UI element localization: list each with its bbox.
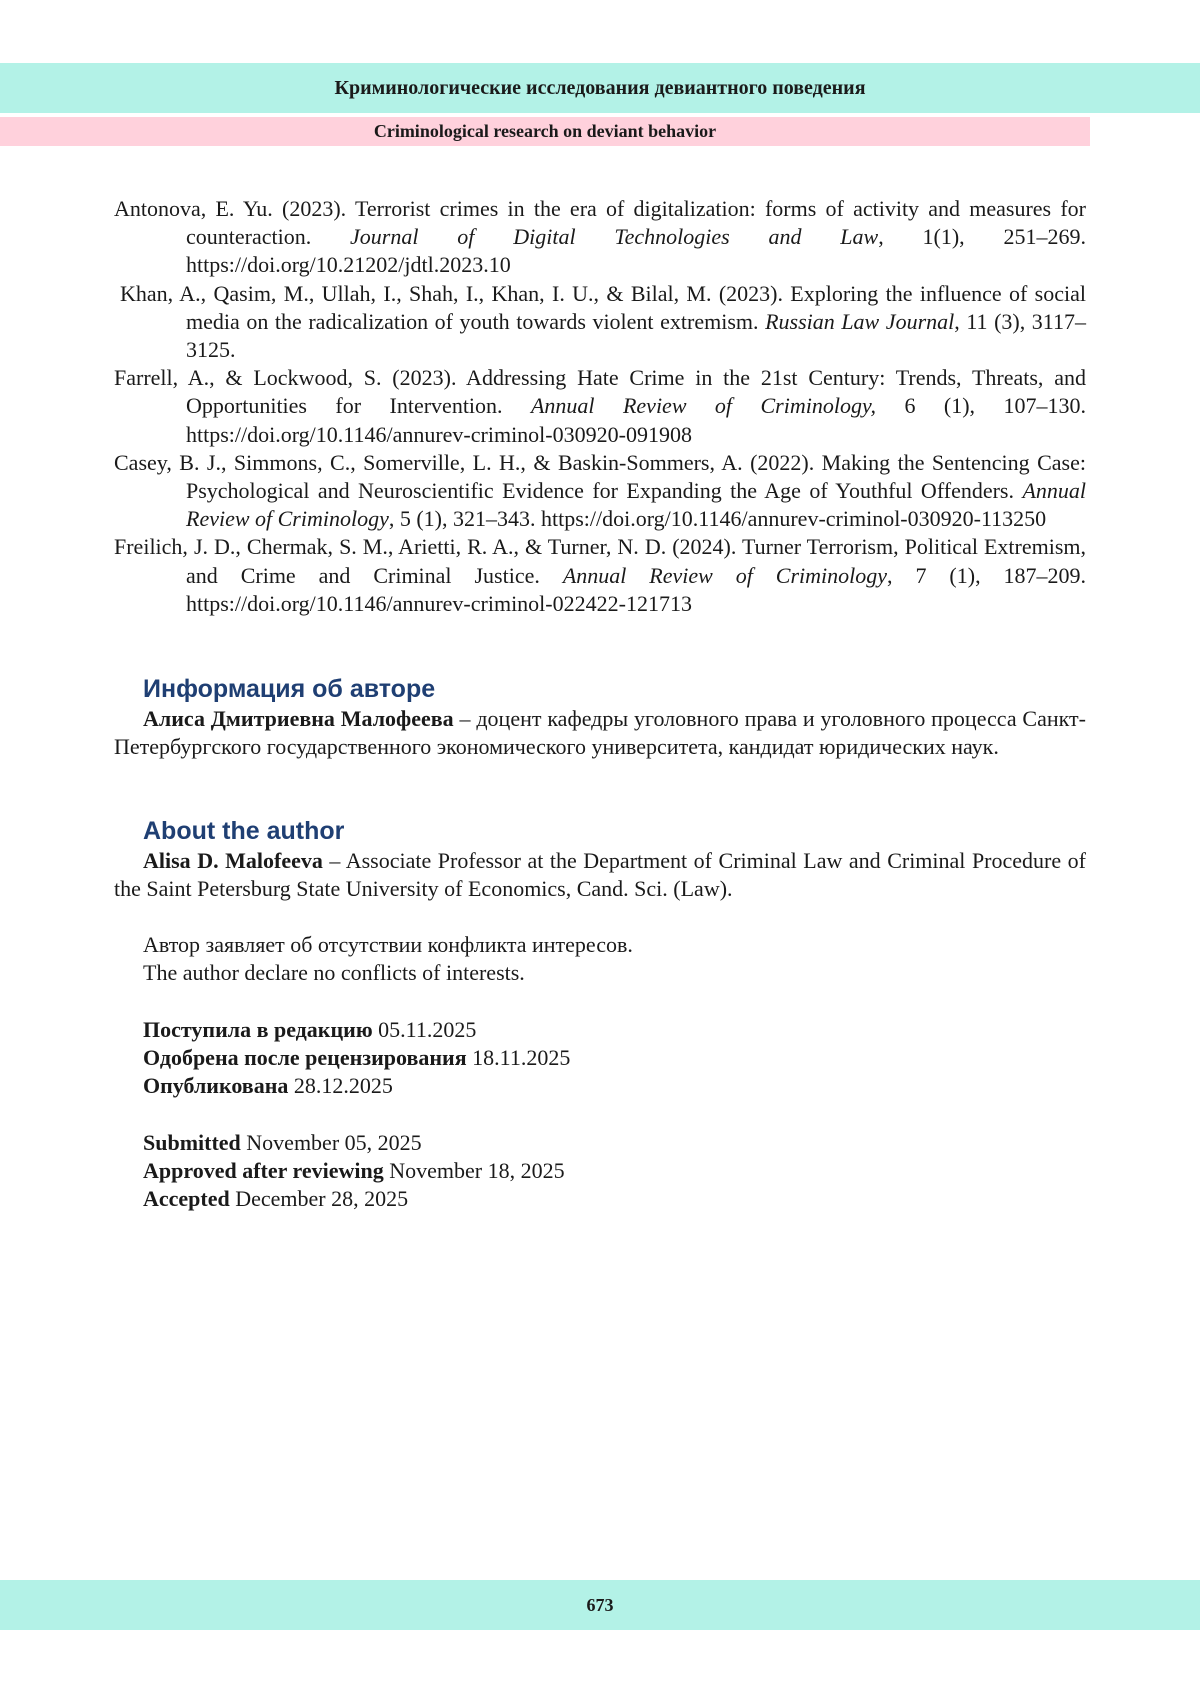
journal-header-ru (0, 63, 1200, 113)
page-number: 673 (586, 1594, 614, 1615)
date-label: Одобрена после рецензирования (143, 1045, 467, 1071)
reference-item (114, 364, 1086, 449)
date-row (143, 1157, 565, 1185)
date-label: Accepted (143, 1186, 230, 1212)
reference-source: Annual Review of Criminology, (530, 393, 876, 419)
author-info-ru (114, 705, 1086, 761)
date-row (143, 1044, 570, 1072)
reference-details: 6 (1), 107–130. https://doi.org/10.1146/annurev-criminol-030920-091908 (186, 393, 1086, 447)
date-value: November 05, 2025 (240, 1130, 422, 1155)
reference-source: Annual Review of Criminology (562, 562, 888, 588)
date-value: 28.12.2025 (288, 1073, 393, 1099)
reference-text: Freilich, J. D., Chermak, S. M., Arietti, R. A., & Turner, N. D. (2024). Turner Terrorism, Political Extremism, and Crime and Criminal Justice. (114, 534, 1086, 588)
author-name-en: Alisa D. Malofeeva (143, 848, 323, 873)
reference-item (114, 195, 1086, 280)
date-row (143, 1072, 570, 1100)
author-info-heading-en: About the author (143, 817, 345, 845)
reference-text: Farrell, A., & Lockwood, S. (2023). Addressing Hate Crime in the 21st Century: Trends, Threats, and Opportunities for Intervention. (114, 365, 1086, 419)
conflict-en: The author declare no conflicts of interests. (143, 960, 525, 986)
reference-text: Khan, A., Qasim, M., Ullah, I., Shah, I., Khan, I. U., & Bilal, M. (2023). Exploring the influence of social media on the radicalization of youth towards violent extremism. (120, 280, 1086, 334)
page-footer (0, 1580, 1200, 1630)
date-label: Поступила в редакцию (143, 1017, 373, 1042)
reference-text: Casey, B. J., Simmons, C., Somerville, L. H., & Baskin-Sommers, A. (2022). Making the Sentencing Case: Psychological and Neuroscientific Evidence for Expanding the Age of Youthful Offenders. (114, 449, 1086, 504)
author-description-en: – Associate Professor at the Department of Criminal Law and Criminal Procedure of the Saint Petersburg State University of Economics, Cand. Sci. (Law). (114, 848, 1086, 902)
date-value: December 28, 2025 (229, 1186, 409, 1212)
journal-title-ru: Криминологические исследования девиантного поведения (334, 76, 866, 99)
author-description-ru: – доцент кафедры уголовного права и уголовного процесса Санкт-Петербургского государственного экономического университета, кандидат юридических наук. (114, 706, 1086, 760)
date-value: 05.11.2025 (372, 1017, 477, 1042)
reference-item (114, 449, 1086, 534)
reference-source: Russian Law Journal (765, 308, 955, 334)
conflict-ru: Автор заявляет об отсутствии конфликта интересов. (143, 932, 633, 957)
date-label: Опубликована (143, 1073, 289, 1099)
date-row (143, 1129, 565, 1157)
author-info-en (114, 847, 1086, 903)
dates-ru (143, 1016, 570, 1101)
date-value: November 18, 2025 (383, 1158, 565, 1184)
dates-en (143, 1129, 565, 1214)
reference-text: Antonova, E. Yu. (2023). Terrorist crimes in the era of digitalization: forms of activity and measures for counteraction. (114, 196, 1086, 250)
conflict-statement (143, 931, 633, 987)
reference-details: , 1(1), 251–269. https://doi.org/10.21202/jdtl.2023.10 (186, 224, 1086, 278)
journal-header-en (0, 117, 1090, 146)
reference-details: , 7 (1), 187–209. https://doi.org/10.1146/annurev-criminol-022422-121713 (186, 562, 1087, 616)
author-name-ru: Алиса Дмитриевна Малофеева (143, 706, 454, 731)
date-row (143, 1185, 565, 1213)
date-value: 18.11.2025 (466, 1045, 571, 1071)
author-info-heading-ru: Информация об авторе (143, 675, 436, 703)
date-label: Approved after reviewing (143, 1158, 384, 1184)
reference-source: Annual Review of Criminology (186, 478, 1086, 532)
reference-details: , 5 (1), 321–343. https://doi.org/10.1146/annurev-criminol-030920-113250 (388, 506, 1047, 532)
reference-source: Journal of Digital Technologies and Law (350, 224, 879, 250)
reference-list (114, 195, 1086, 618)
journal-title-en: Criminological research on deviant behavior (373, 121, 717, 141)
reference-item (114, 533, 1086, 618)
reference-details: , 11 (3), 3117–3125. (186, 308, 1086, 363)
reference-item (114, 280, 1086, 365)
date-row (143, 1016, 570, 1044)
date-label: Submitted (143, 1130, 241, 1155)
